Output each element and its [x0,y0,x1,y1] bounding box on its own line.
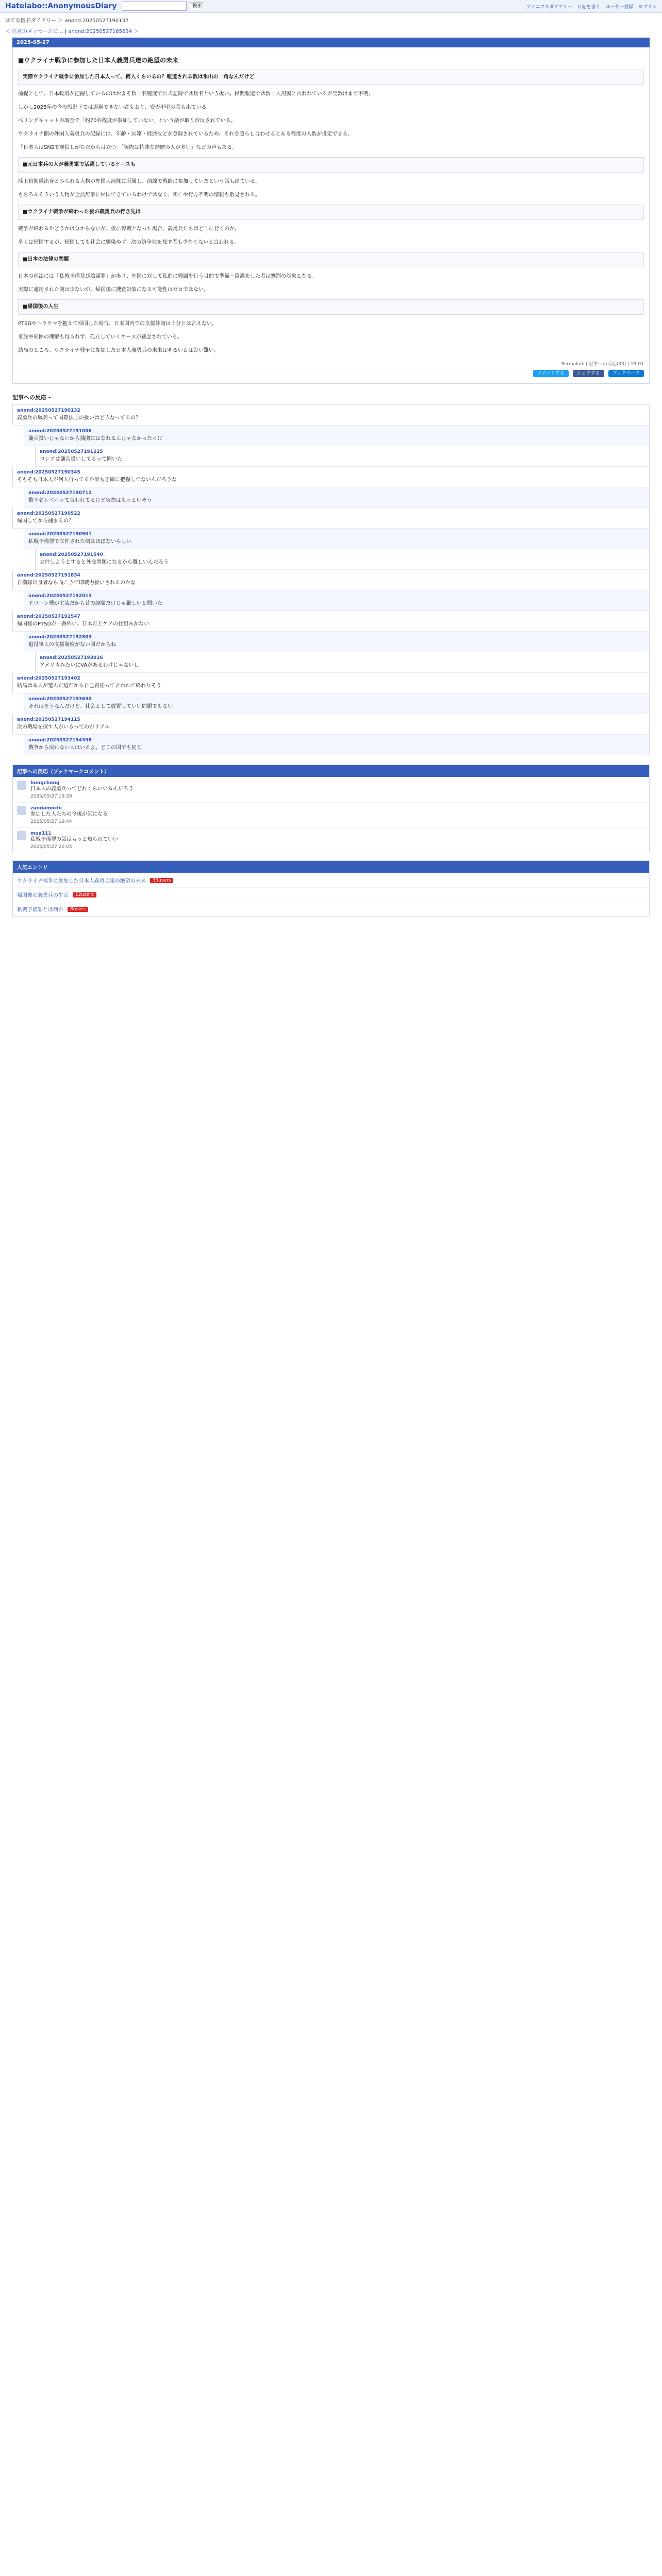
comment-id[interactable]: anond:20250527190345 [17,470,80,475]
popular-item[interactable] [13,902,649,916]
user-bar: はてな匿名ダイアリー ＞ anond:20250527190132 [5,18,129,24]
comment-text: そもそも日本人が何人行ってるか誰も正確に把握してないんだろうな [17,477,177,483]
comment-item[interactable] [35,549,650,570]
comment-item[interactable] [12,714,650,735]
entry-paragraph: PTSDやトラウマを抱えて帰国した場合、日本国内での支援体制は十分とは言えない。 [18,321,217,327]
comment-text: 退役軍人の支援制度がない国だからね [28,642,116,648]
comment-text: 数十名レベルって言われてるけど実際はもっといそう [28,498,152,503]
comment-item[interactable] [12,570,650,590]
comment-text: それはそうなんだけど、社会として放置していい問題でもない [28,704,173,709]
popular-badge: 33users [150,878,174,883]
comment-id[interactable]: anond:20250527190901 [28,532,92,537]
comment-text: ロシアは傭兵扱いしてるって聞いた [40,456,122,462]
comment-item[interactable] [24,590,650,611]
comment-text: 傭兵扱いじゃないから捕虜にはなれるんじゃなかったっけ [28,436,162,442]
comment-text: 帰国後のPTSDが一番怖い。日本だとケアの仕組みがない [17,621,150,627]
breadcrumb-next-link[interactable]: anond:20250527185634 ＞ [68,29,139,35]
search-button[interactable]: 検索 [190,2,204,10]
bookmark-meta: 2025/05/27 20:05 [30,844,72,850]
entry-heading: ■帰国後の人生 [18,299,644,315]
bookmark-row [13,777,649,802]
entry-paragraph: 日本の刑法には「私戦予備及び陰謀罪」があり、外国に対して私的に戦闘を行う目的で準備・陰謀をした者は処罰の対象となる。 [18,274,317,279]
popular-title: 人気エントリ [13,861,649,873]
entry-paragraph: ウクライナ側の外国人義勇兵の記録には、年齢・国籍・経歴などが登録されているため、それを照らし合わせるとある程度の人数が推定できる。 [18,131,353,137]
comment-item[interactable] [12,405,650,426]
comment-id[interactable]: anond:20250527190522 [17,511,80,516]
entry-heading: ■日本の法律の問題 [18,252,644,267]
main-content [12,38,650,384]
popular-link[interactable]: ウクライナ戦争に参加した日本人義勇兵達の絶望の未来 [17,878,146,884]
comment-text: 自衛隊出身者なら向こうで即戦力扱いされるのかな [17,580,136,586]
comments [12,404,650,755]
comment-id[interactable]: anond:20250527193630 [28,697,92,702]
entry-paragraph: 実際ウクライナ戦争に参加した日本人って、何人くらいるの？報道される数は氷山の一角なんだけど [18,70,644,85]
comment-id[interactable]: anond:20250527191834 [17,573,80,578]
breadcrumb-separator: | [64,29,69,35]
comment-item[interactable] [24,632,650,652]
bookmark-meta: 2025/05/27 19:44 [30,819,72,824]
bookmark-meta: 2025/05/27 19:20 [30,794,72,799]
comment-item[interactable] [24,735,650,755]
entry-paragraph: 戦争が終わるかどうかは分からないが、仮に停戦となった場合、義勇兵たちはどこに行くのか。 [18,226,240,232]
comment-id[interactable]: anond:20250527190712 [28,490,92,496]
footer-space [0,917,662,927]
popular-badge: 8users [68,907,88,912]
entry-paragraph: しかし2025年の今の戦況下では退避できない者もおり、安否不明の者も出ている。 [18,105,212,110]
bookmark-text: 私戦予備罪の話はもっと知られていい [30,837,118,842]
bookmark-row [13,802,649,827]
comment-item[interactable] [35,446,650,467]
comment-text: 立件しようとすると外交問題になるから難しいんだろう [40,560,169,565]
entry [12,47,650,384]
comment-text: 義勇兵の戦死って国際法上の扱いはどうなってるの？ [17,415,141,421]
bookmark-row [13,827,649,853]
popular-entries [12,860,650,917]
entry-heading: ■元日本兵の人が義勇軍で活躍しているケースも [18,157,644,173]
comment-id[interactable]: anond:20250527191540 [40,552,103,557]
comment-id[interactable]: anond:20250527190132 [17,408,80,413]
avatar [17,806,26,815]
entry-paragraph: 結局のところ、ウクライナ戦争に参加した日本人義勇兵の未来は明るいとは言い難い。 [18,348,219,353]
comment-id[interactable]: anond:20250527194115 [17,717,80,722]
comment-item[interactable] [12,611,650,632]
top-bar [0,0,662,13]
comment-text: 帰国してから捕まるの？ [17,518,74,524]
comment-id[interactable]: anond:20250527193402 [17,676,80,681]
comment-text: 結局は本人が選んだ道だから自己責任って言われて終わりそう [17,683,161,689]
comment-id[interactable]: anond:20250527192547 [17,614,80,619]
comment-id[interactable]: anond:20250527193016 [40,655,103,660]
entry-paragraph: 家族や周囲の理解も得られず、孤立していくケースが懸念されている。 [18,334,183,340]
comment-text: 次の戦場を探す人がいるってのがリアル [17,724,110,730]
comment-id[interactable]: anond:20250527192803 [28,635,92,640]
site-logo[interactable]: Hatelabo::AnonymousDiary [5,2,117,10]
top-link-login[interactable]: ログイン [638,4,657,10]
entry-heading: ■ウクライナ戦争が終わった後の義勇兵の行き先は [18,205,644,220]
entry-paragraph: 多くは帰国するが、帰国しても社会に馴染めず、次の紛争地を探す者も少なくないと言われる。 [18,240,240,245]
comment-item[interactable] [12,508,650,529]
breadcrumb [0,27,662,38]
top-link-anonymous-diary[interactable]: アノニマスダイアリー [526,4,572,10]
comment-text: 戦争から戻れない人はいるよ。どこの国でも同じ [28,745,142,751]
popular-badge: 12users [73,892,96,897]
search-input[interactable] [122,2,187,11]
entry-date: 2025-05-27 [12,38,650,47]
comment-item[interactable] [12,467,650,487]
avatar [17,781,26,790]
share-hatena-bookmark-button[interactable]: ブックマーク [608,370,644,377]
top-link-register[interactable]: ユーザー登録 [605,4,634,10]
share-facebook-button[interactable]: シェアする [573,370,604,377]
entry-paragraph: 前提として、日本政府が把握しているのはおよそ数十名程度で公式記録では数名という扱い。民間報道では数十人規模と言われているが実数はまず不明。 [18,91,374,97]
entry-paragraph: ベリングキャットの調査で「約70名程度が参加していない」という話が取り沙汰されている。 [18,118,236,124]
bookmark-user[interactable]: hungchang [30,781,60,786]
comment-text: ドローン戦が主流だから昔の経験だけじゃ厳しいと聞いた [28,601,162,606]
bookmark-user[interactable]: mua111 [30,831,52,836]
share-bar [18,370,644,377]
comment-item[interactable] [35,652,650,673]
comment-item[interactable] [12,673,650,693]
entry-paragraph: 実際に適用された例は少ないが、帰国後に捜査対象になる可能性はゼロではない。 [18,287,209,293]
comment-item[interactable] [24,426,650,446]
bookmark-user[interactable]: zundamochi [30,806,62,811]
comments-title: 記事への反応 - [12,394,51,401]
comment-text: 私戦予備罪で立件された例はほぼないらしい [28,539,131,545]
entry-paragraph: 「日本人はSNSで発信しがちだから目立つ」「実際は特殊な経歴の人が多い」などの声もある。 [18,145,238,150]
comment-item[interactable] [24,529,650,549]
comment-id[interactable]: anond:20250527191225 [40,449,103,454]
bookmark-comments [12,765,650,853]
entry-paragraph: もちろんそういう人物が全員無事に帰国できているわけではなく、死亡や行方不明の情報も散見される。 [18,192,260,198]
comment-item[interactable] [24,487,650,508]
popular-item[interactable] [13,873,649,887]
breadcrumb-prev-link[interactable]: ＜ 任意のメッセージに… [5,29,63,35]
popular-item[interactable] [13,887,649,902]
top-links [526,3,657,10]
comment-item[interactable] [24,693,650,714]
comment-id[interactable]: anond:20250527194358 [28,738,92,743]
entry-title: ■ウクライナ戦争に参加した日本人義勇兵達の絶望の未来 [18,57,178,64]
share-twitter-button[interactable]: ツイートする [533,370,569,377]
bookmark-text: 日本人の義勇兵ってどれくらいいるんだろう [30,786,134,792]
popular-link[interactable]: 帰国後の義勇兵の生活 [17,893,69,899]
entry-meta: Permalink | 記事への反応(33) | 19:01 [561,362,644,367]
bookmark-comments-title: 記事への反応（ブックマークコメント） [13,765,649,777]
avatar [17,831,26,840]
popular-link[interactable]: 私戦予備罪とは何か [17,907,63,913]
bookmark-text: 参加した人たちの今後が気になる [30,811,108,817]
comment-text: アメリカみたいにVAがあるわけじゃないし [40,663,139,668]
entry-paragraph: 陸上自衛隊出身とみられる人物が外国人部隊に所属し、前線で戦闘に参加していたという話も出ている。 [18,179,260,184]
comment-id[interactable]: anond:20250527191006 [28,429,92,434]
comment-id[interactable]: anond:20250527192013 [28,594,92,599]
top-link-write[interactable]: 日記を書く [577,4,601,10]
